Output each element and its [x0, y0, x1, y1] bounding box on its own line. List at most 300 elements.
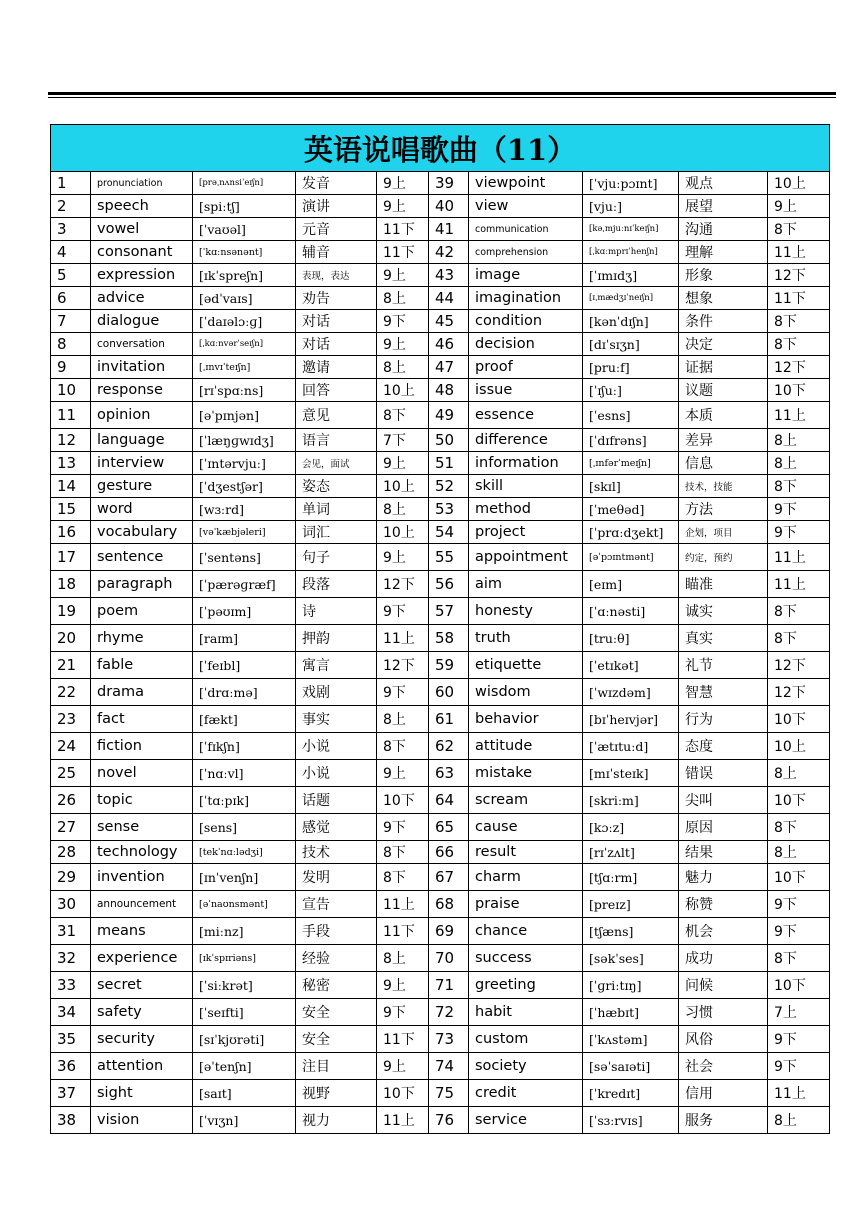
left-entry-meaning: 话题: [296, 787, 377, 814]
left-entry-grade: 11下: [377, 241, 429, 264]
table-row: [51, 356, 830, 379]
left-entry-grade: 9上: [377, 972, 429, 999]
right-entry-phonetic: [əˈpɔɪntmənt]: [583, 544, 679, 571]
right-entry-grade: 12下: [768, 356, 830, 379]
left-entry-number: 8: [51, 333, 91, 356]
right-entry-number: 54: [429, 521, 469, 544]
left-entry-word: topic: [91, 787, 193, 814]
right-entry-meaning: 态度: [679, 733, 768, 760]
right-entry-number: 41: [429, 218, 469, 241]
right-entry-word: etiquette: [469, 652, 583, 679]
right-entry-phonetic: [vjuː]: [583, 195, 679, 218]
left-entry-number: 33: [51, 972, 91, 999]
right-entry-number: 64: [429, 787, 469, 814]
right-entry-number: 72: [429, 999, 469, 1026]
left-entry-word: vocabulary: [91, 521, 193, 544]
left-entry-number: 25: [51, 760, 91, 787]
right-entry-phonetic: [pruːf]: [583, 356, 679, 379]
left-entry-phonetic: [prəˌnʌnsiˈeɪʃn]: [193, 172, 296, 195]
right-entry-number: 63: [429, 760, 469, 787]
right-entry-number: 58: [429, 625, 469, 652]
left-entry-number: 3: [51, 218, 91, 241]
header-rule-thick: [48, 92, 836, 95]
right-entry-meaning: 诚实: [679, 598, 768, 625]
right-entry-grade: 10下: [768, 864, 830, 891]
right-entry-grade: 8上: [768, 429, 830, 452]
left-entry-word: interview: [91, 452, 193, 475]
left-entry-grade: 11上: [377, 1107, 429, 1134]
right-entry-grade: 11上: [768, 571, 830, 598]
left-entry-word: announcement: [91, 891, 193, 918]
left-entry-meaning: 词汇: [296, 521, 377, 544]
left-entry-number: 5: [51, 264, 91, 287]
left-entry-grade: 9上: [377, 1053, 429, 1080]
right-entry-meaning: 瞄准: [679, 571, 768, 598]
right-entry-meaning: 决定: [679, 333, 768, 356]
right-entry-meaning: 原因: [679, 814, 768, 841]
left-entry-meaning: 表现，表达: [296, 264, 377, 287]
right-entry-phonetic: [səˈsaɪəti]: [583, 1053, 679, 1080]
right-entry-grade: 10上: [768, 172, 830, 195]
right-entry-word: difference: [469, 429, 583, 452]
left-entry-meaning: 演讲: [296, 195, 377, 218]
left-entry-grade: 8下: [377, 864, 429, 891]
right-entry-word: honesty: [469, 598, 583, 625]
right-entry-number: 75: [429, 1080, 469, 1107]
left-entry-grade: 10下: [377, 787, 429, 814]
right-entry-word: essence: [469, 402, 583, 429]
right-entry-word: credit: [469, 1080, 583, 1107]
table-row: [51, 379, 830, 402]
table-row: [51, 652, 830, 679]
left-entry-phonetic: [ˈpærəɡræf]: [193, 571, 296, 598]
right-entry-meaning: 魅力: [679, 864, 768, 891]
right-entry-grade: 8上: [768, 1107, 830, 1134]
right-entry-meaning: 方法: [679, 498, 768, 521]
right-entry-meaning: 称赞: [679, 891, 768, 918]
right-entry-number: 67: [429, 864, 469, 891]
right-entry-meaning: 成功: [679, 945, 768, 972]
right-entry-word: cause: [469, 814, 583, 841]
left-entry-phonetic: [ˌkɑːnvərˈseɪʃn]: [193, 333, 296, 356]
table-row: [51, 452, 830, 475]
left-entry-number: 34: [51, 999, 91, 1026]
left-entry-grade: 8下: [377, 841, 429, 864]
left-entry-phonetic: [ɪkˈspɪriəns]: [193, 945, 296, 972]
table-row: [51, 521, 830, 544]
right-entry-meaning: 本质: [679, 402, 768, 429]
left-entry-meaning: 回答: [296, 379, 377, 402]
right-entry-grade: 11下: [768, 287, 830, 310]
left-entry-meaning: 戏剧: [296, 679, 377, 706]
right-entry-meaning: 真实: [679, 625, 768, 652]
right-entry-word: habit: [469, 999, 583, 1026]
left-entry-meaning: 视野: [296, 1080, 377, 1107]
right-entry-grade: 9下: [768, 498, 830, 521]
right-entry-phonetic: [səkˈses]: [583, 945, 679, 972]
left-entry-word: opinion: [91, 402, 193, 429]
left-entry-phonetic: [ɪnˈvenʃn]: [193, 864, 296, 891]
left-entry-phonetic: [spiːtʃ]: [193, 195, 296, 218]
right-entry-phonetic: [skɪl]: [583, 475, 679, 498]
right-entry-grade: 10下: [768, 379, 830, 402]
left-entry-grade: 10上: [377, 475, 429, 498]
right-entry-meaning: 结果: [679, 841, 768, 864]
left-entry-word: fiction: [91, 733, 193, 760]
right-entry-phonetic: [tʃæns]: [583, 918, 679, 945]
left-entry-grade: 10下: [377, 1080, 429, 1107]
left-entry-word: invention: [91, 864, 193, 891]
right-entry-grade: 8下: [768, 475, 830, 498]
left-entry-grade: 10上: [377, 521, 429, 544]
table-row: [51, 945, 830, 972]
right-entry-word: imagination: [469, 287, 583, 310]
right-entry-meaning: 服务: [679, 1107, 768, 1134]
right-entry-number: 59: [429, 652, 469, 679]
right-entry-grade: 10上: [768, 733, 830, 760]
left-entry-phonetic: [ˈlæŋɡwɪdʒ]: [193, 429, 296, 452]
left-entry-grade: 11下: [377, 1026, 429, 1053]
table-row: [51, 918, 830, 945]
right-entry-phonetic: [ˈɪʃuː]: [583, 379, 679, 402]
table-row: [51, 972, 830, 999]
left-entry-number: 10: [51, 379, 91, 402]
left-entry-number: 11: [51, 402, 91, 429]
right-entry-number: 39: [429, 172, 469, 195]
left-entry-meaning: 劝告: [296, 287, 377, 310]
right-entry-number: 40: [429, 195, 469, 218]
left-entry-word: advice: [91, 287, 193, 310]
left-entry-grade: 12下: [377, 571, 429, 598]
title-row: [51, 125, 830, 172]
left-entry-meaning: 押韵: [296, 625, 377, 652]
left-entry-grade: 8上: [377, 498, 429, 521]
left-entry-phonetic: [ˈsentəns]: [193, 544, 296, 571]
right-entry-number: 74: [429, 1053, 469, 1080]
right-entry-word: project: [469, 521, 583, 544]
right-entry-meaning: 智慧: [679, 679, 768, 706]
left-entry-phonetic: [ˈfɪkʃn]: [193, 733, 296, 760]
left-entry-phonetic: [vəˈkæbjəleri]: [193, 521, 296, 544]
left-entry-meaning: 意见: [296, 402, 377, 429]
left-entry-word: vowel: [91, 218, 193, 241]
left-entry-grade: 9下: [377, 999, 429, 1026]
table-row: [51, 218, 830, 241]
right-entry-meaning: 企划，项目: [679, 521, 768, 544]
left-entry-phonetic: [saɪt]: [193, 1080, 296, 1107]
right-entry-word: appointment: [469, 544, 583, 571]
right-entry-word: chance: [469, 918, 583, 945]
left-entry-meaning: 句子: [296, 544, 377, 571]
right-entry-phonetic: [ˈesns]: [583, 402, 679, 429]
left-entry-meaning: 经验: [296, 945, 377, 972]
right-entry-word: condition: [469, 310, 583, 333]
page-title: 英语说唱歌曲（11）: [51, 125, 830, 172]
left-entry-meaning: 安全: [296, 999, 377, 1026]
table-row: [51, 1053, 830, 1080]
left-entry-phonetic: [ˈdrɑːmə]: [193, 679, 296, 706]
right-entry-grade: 11上: [768, 1080, 830, 1107]
right-entry-number: 60: [429, 679, 469, 706]
left-entry-grade: 8下: [377, 402, 429, 429]
right-entry-word: behavior: [469, 706, 583, 733]
left-entry-number: 26: [51, 787, 91, 814]
table-row: [51, 264, 830, 287]
left-entry-phonetic: [ˈkɑːnsənənt]: [193, 241, 296, 264]
right-entry-meaning: 条件: [679, 310, 768, 333]
left-entry-meaning: 语言: [296, 429, 377, 452]
left-entry-grade: 9上: [377, 264, 429, 287]
right-entry-phonetic: [kɔːz]: [583, 814, 679, 841]
vocabulary-table: [50, 124, 830, 1134]
right-entry-word: method: [469, 498, 583, 521]
right-entry-phonetic: [ˌkɑːmprɪˈhenʃn]: [583, 241, 679, 264]
left-entry-word: sight: [91, 1080, 193, 1107]
table-row: [51, 787, 830, 814]
right-entry-word: aim: [469, 571, 583, 598]
right-entry-phonetic: [ˈkredɪt]: [583, 1080, 679, 1107]
left-entry-phonetic: [əˈtenʃn]: [193, 1053, 296, 1080]
right-entry-number: 69: [429, 918, 469, 945]
right-entry-word: truth: [469, 625, 583, 652]
right-entry-meaning: 差异: [679, 429, 768, 452]
right-entry-phonetic: [ˈwɪzdəm]: [583, 679, 679, 706]
left-entry-grade: 9上: [377, 195, 429, 218]
right-entry-number: 46: [429, 333, 469, 356]
left-entry-phonetic: [sens]: [193, 814, 296, 841]
left-entry-word: secret: [91, 972, 193, 999]
left-entry-grade: 8上: [377, 356, 429, 379]
right-entry-phonetic: [ˈetɪkət]: [583, 652, 679, 679]
table-row: [51, 1026, 830, 1053]
right-entry-grade: 8下: [768, 945, 830, 972]
left-entry-meaning: 注目: [296, 1053, 377, 1080]
left-entry-phonetic: [ˈdaɪəlɔːɡ]: [193, 310, 296, 333]
left-entry-number: 16: [51, 521, 91, 544]
right-entry-number: 44: [429, 287, 469, 310]
left-entry-phonetic: [ˌɪnvɪˈteɪʃn]: [193, 356, 296, 379]
right-entry-number: 52: [429, 475, 469, 498]
left-entry-word: consonant: [91, 241, 193, 264]
left-entry-meaning: 对话: [296, 333, 377, 356]
left-entry-number: 24: [51, 733, 91, 760]
right-entry-number: 45: [429, 310, 469, 333]
left-entry-meaning: 寓言: [296, 652, 377, 679]
left-entry-word: experience: [91, 945, 193, 972]
table-row: [51, 706, 830, 733]
left-entry-grade: 8上: [377, 287, 429, 310]
left-entry-phonetic: [ˈtɑːpɪk]: [193, 787, 296, 814]
table-row: [51, 864, 830, 891]
right-entry-phonetic: [dɪˈsɪʒn]: [583, 333, 679, 356]
left-entry-number: 31: [51, 918, 91, 945]
table-row: [51, 310, 830, 333]
left-entry-number: 13: [51, 452, 91, 475]
right-entry-phonetic: [eɪm]: [583, 571, 679, 598]
left-entry-phonetic: [ˈvɪʒn]: [193, 1107, 296, 1134]
right-entry-grade: 8下: [768, 218, 830, 241]
right-entry-word: charm: [469, 864, 583, 891]
right-entry-number: 53: [429, 498, 469, 521]
left-entry-word: vision: [91, 1107, 193, 1134]
left-entry-grade: 9上: [377, 452, 429, 475]
right-entry-meaning: 证据: [679, 356, 768, 379]
right-entry-meaning: 议题: [679, 379, 768, 402]
right-entry-phonetic: [ˈɡriːtɪŋ]: [583, 972, 679, 999]
left-entry-grade: 9上: [377, 333, 429, 356]
left-entry-word: attention: [91, 1053, 193, 1080]
left-entry-word: poem: [91, 598, 193, 625]
left-entry-word: fact: [91, 706, 193, 733]
right-entry-meaning: 社会: [679, 1053, 768, 1080]
left-entry-word: novel: [91, 760, 193, 787]
right-entry-number: 57: [429, 598, 469, 625]
right-entry-grade: 8下: [768, 625, 830, 652]
left-entry-grade: 10上: [377, 379, 429, 402]
right-entry-word: scream: [469, 787, 583, 814]
right-entry-word: issue: [469, 379, 583, 402]
right-entry-grade: 9下: [768, 918, 830, 945]
left-entry-meaning: 事实: [296, 706, 377, 733]
right-entry-word: service: [469, 1107, 583, 1134]
left-entry-number: 29: [51, 864, 91, 891]
left-entry-number: 15: [51, 498, 91, 521]
right-entry-word: viewpoint: [469, 172, 583, 195]
right-entry-grade: 12下: [768, 652, 830, 679]
left-entry-phonetic: [ˈvaʊəl]: [193, 218, 296, 241]
left-entry-meaning: 发明: [296, 864, 377, 891]
left-entry-number: 21: [51, 652, 91, 679]
left-entry-number: 23: [51, 706, 91, 733]
table-row: [51, 841, 830, 864]
left-entry-word: paragraph: [91, 571, 193, 598]
right-entry-grade: 7上: [768, 999, 830, 1026]
right-entry-number: 43: [429, 264, 469, 287]
left-entry-phonetic: [ədˈvaɪs]: [193, 287, 296, 310]
right-entry-meaning: 理解: [679, 241, 768, 264]
right-entry-meaning: 问候: [679, 972, 768, 999]
right-entry-grade: 10下: [768, 787, 830, 814]
right-entry-phonetic: [ˈɪmɪdʒ]: [583, 264, 679, 287]
left-entry-number: 37: [51, 1080, 91, 1107]
left-entry-word: safety: [91, 999, 193, 1026]
right-entry-number: 42: [429, 241, 469, 264]
left-entry-meaning: 技术: [296, 841, 377, 864]
left-entry-phonetic: [sɪˈkjʊrəti]: [193, 1026, 296, 1053]
left-entry-grade: 11上: [377, 891, 429, 918]
right-entry-number: 62: [429, 733, 469, 760]
right-entry-grade: 9下: [768, 891, 830, 918]
left-entry-number: 19: [51, 598, 91, 625]
right-entry-meaning: 展望: [679, 195, 768, 218]
right-entry-number: 76: [429, 1107, 469, 1134]
right-entry-grade: 10下: [768, 706, 830, 733]
left-entry-number: 22: [51, 679, 91, 706]
left-entry-meaning: 对话: [296, 310, 377, 333]
right-entry-meaning: 形象: [679, 264, 768, 287]
left-entry-meaning: 单词: [296, 498, 377, 521]
left-entry-phonetic: [tekˈnɑːlədʒi]: [193, 841, 296, 864]
right-entry-phonetic: [mɪˈsteɪk]: [583, 760, 679, 787]
right-entry-grade: 8下: [768, 814, 830, 841]
right-entry-number: 51: [429, 452, 469, 475]
left-entry-phonetic: [ˈɪntərvjuː]: [193, 452, 296, 475]
left-entry-number: 36: [51, 1053, 91, 1080]
left-entry-number: 32: [51, 945, 91, 972]
right-entry-word: result: [469, 841, 583, 864]
right-entry-meaning: 尖叫: [679, 787, 768, 814]
table-row: [51, 733, 830, 760]
table-row: [51, 498, 830, 521]
right-entry-meaning: 观点: [679, 172, 768, 195]
left-entry-phonetic: [əˈnaʊnsmənt]: [193, 891, 296, 918]
right-entry-phonetic: [kəˌmjuːnɪˈkeɪʃn]: [583, 218, 679, 241]
right-entry-phonetic: [skriːm]: [583, 787, 679, 814]
left-entry-phonetic: [wɜːrd]: [193, 498, 296, 521]
right-entry-phonetic: [ɪˌmædʒɪˈneɪʃn]: [583, 287, 679, 310]
right-entry-grade: 11上: [768, 402, 830, 429]
left-entry-phonetic: [miːnz]: [193, 918, 296, 945]
table-row: [51, 287, 830, 310]
left-entry-meaning: 小说: [296, 733, 377, 760]
header-rule-thin: [48, 97, 836, 98]
right-entry-meaning: 信息: [679, 452, 768, 475]
left-entry-phonetic: [ˈseɪfti]: [193, 999, 296, 1026]
left-entry-grade: 9下: [377, 598, 429, 625]
right-entry-word: decision: [469, 333, 583, 356]
right-entry-grade: 12下: [768, 264, 830, 287]
left-entry-meaning: 段落: [296, 571, 377, 598]
left-entry-grade: 9下: [377, 814, 429, 841]
left-entry-word: rhyme: [91, 625, 193, 652]
right-entry-phonetic: [bɪˈheɪvjər]: [583, 706, 679, 733]
left-entry-number: 28: [51, 841, 91, 864]
left-entry-number: 30: [51, 891, 91, 918]
left-entry-phonetic: [ˈdʒestʃər]: [193, 475, 296, 498]
right-entry-grade: 8上: [768, 760, 830, 787]
left-entry-grade: 11上: [377, 625, 429, 652]
table-row: [51, 999, 830, 1026]
right-entry-meaning: 想象: [679, 287, 768, 310]
right-entry-number: 68: [429, 891, 469, 918]
right-entry-word: information: [469, 452, 583, 475]
left-entry-phonetic: [ɪkˈspreʃn]: [193, 264, 296, 287]
right-entry-number: 48: [429, 379, 469, 402]
left-entry-word: sense: [91, 814, 193, 841]
table-row: [51, 402, 830, 429]
right-entry-phonetic: [ˈsɜːrvɪs]: [583, 1107, 679, 1134]
left-entry-number: 6: [51, 287, 91, 310]
left-entry-meaning: 宣告: [296, 891, 377, 918]
right-entry-phonetic: [rɪˈzʌlt]: [583, 841, 679, 864]
left-entry-number: 38: [51, 1107, 91, 1134]
right-entry-number: 65: [429, 814, 469, 841]
right-entry-meaning: 行为: [679, 706, 768, 733]
right-entry-meaning: 技术，技能: [679, 475, 768, 498]
left-entry-meaning: 元音: [296, 218, 377, 241]
right-entry-grade: 9下: [768, 1053, 830, 1080]
left-entry-grade: 9上: [377, 760, 429, 787]
right-entry-number: 49: [429, 402, 469, 429]
left-entry-phonetic: [ˈsiːkrət]: [193, 972, 296, 999]
left-entry-phonetic: [ˈnɑːvl]: [193, 760, 296, 787]
right-entry-word: image: [469, 264, 583, 287]
right-entry-number: 66: [429, 841, 469, 864]
left-entry-meaning: 姿态: [296, 475, 377, 498]
table-row: [51, 333, 830, 356]
left-entry-grade: 9下: [377, 310, 429, 333]
table-row: [51, 241, 830, 264]
